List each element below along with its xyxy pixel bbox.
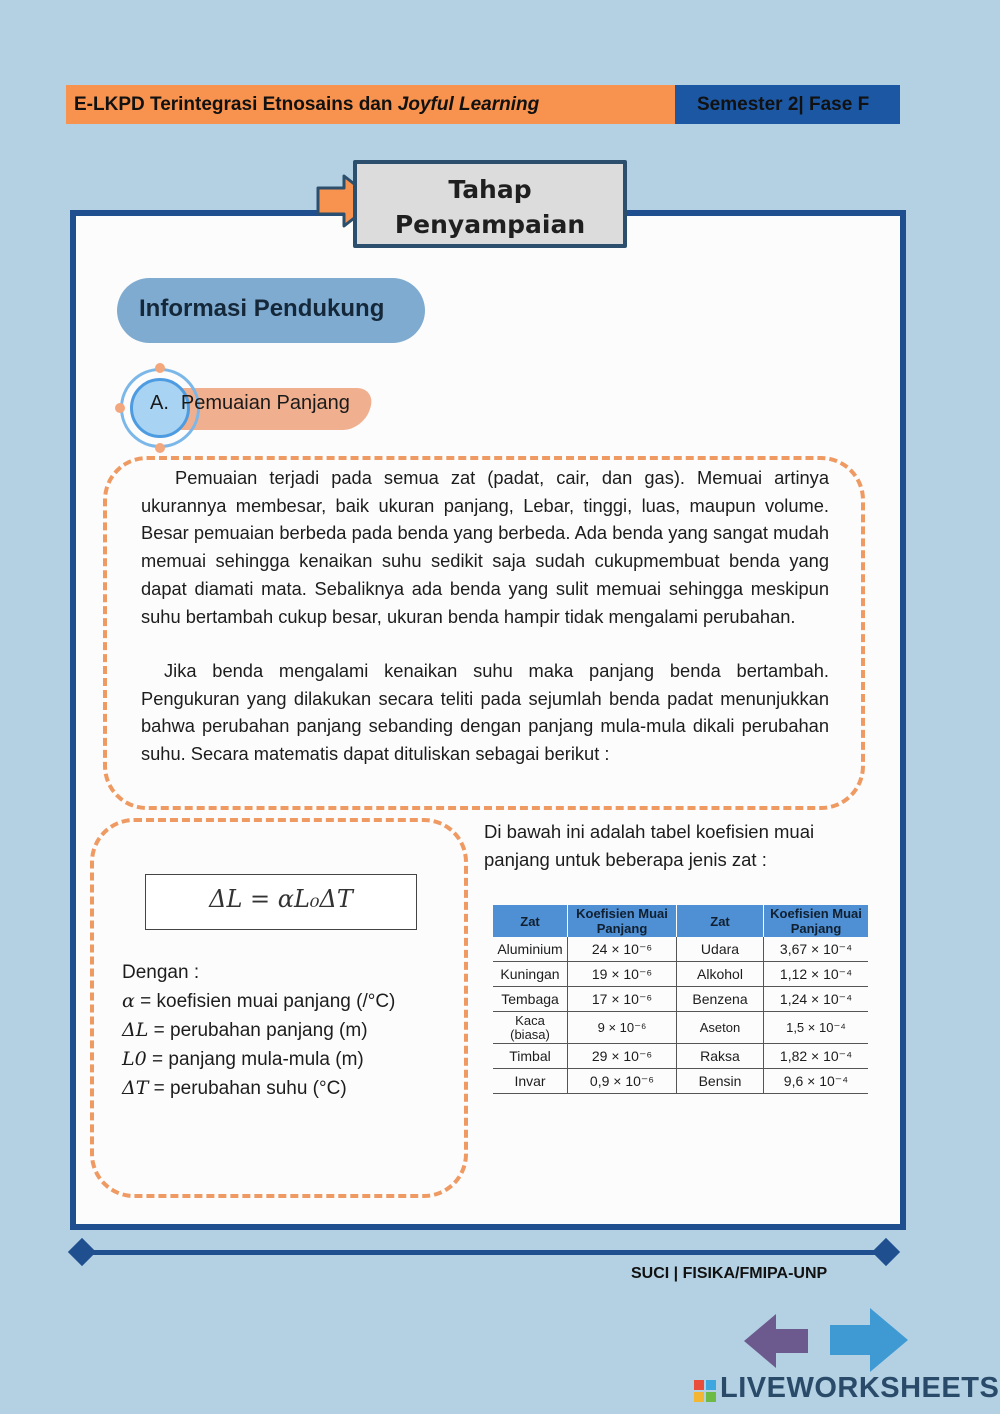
table-cell: 29 × 10⁻⁶ bbox=[568, 1044, 677, 1069]
definition-item bbox=[122, 987, 395, 1016]
definition-item bbox=[122, 1045, 395, 1074]
stage-title-line1: Tahap bbox=[448, 175, 532, 204]
table-row bbox=[493, 962, 868, 987]
table-cell: Kuningan bbox=[493, 962, 568, 987]
table-cell: Aseton bbox=[677, 1012, 764, 1044]
definition-symbol: ΔT bbox=[122, 1077, 149, 1099]
table-cell: Kaca (biasa) bbox=[493, 1012, 568, 1044]
liveworksheets-logo-icon bbox=[694, 1380, 716, 1402]
info-heading: Informasi Pendukung bbox=[139, 295, 385, 322]
table-cell: Timbal bbox=[493, 1044, 568, 1069]
table-cell: 17 × 10⁻⁶ bbox=[568, 987, 677, 1012]
header-title bbox=[74, 94, 539, 116]
info-heading-pill bbox=[117, 278, 425, 343]
table-header: Zat bbox=[677, 905, 764, 937]
table-row bbox=[493, 1044, 868, 1069]
table-cell: Udara bbox=[677, 937, 764, 962]
table-cell: 1,12 × 10⁻⁴ bbox=[764, 962, 869, 987]
semester-label: Semester 2| Fase F bbox=[697, 94, 870, 115]
brand-wordmark: LIVEWORKSHEETS bbox=[720, 1372, 1000, 1404]
table-header-row bbox=[493, 905, 868, 937]
prev-page-arrow-icon[interactable] bbox=[742, 1312, 810, 1370]
table-row bbox=[493, 937, 868, 962]
definition-item bbox=[122, 1016, 395, 1045]
decor-dot-icon bbox=[155, 443, 165, 453]
header-title-bar bbox=[66, 85, 675, 124]
table-row bbox=[493, 1069, 868, 1094]
stage-title bbox=[357, 172, 623, 242]
footer-credit: SUCI | FISIKA/FMIPA-UNP bbox=[631, 1265, 828, 1282]
definition-text: = perubahan panjang (m) bbox=[148, 1020, 368, 1041]
next-page-arrow-icon[interactable] bbox=[828, 1306, 910, 1374]
expansion-coefficient-table bbox=[493, 905, 868, 1094]
table-cell: 3,67 × 10⁻⁴ bbox=[764, 937, 869, 962]
diamond-icon bbox=[68, 1238, 96, 1266]
table-header: Koefisien Muai Panjang bbox=[568, 905, 677, 937]
table-cell: Benzena bbox=[677, 987, 764, 1012]
footer-divider bbox=[82, 1250, 886, 1255]
table-cell: 19 × 10⁻⁶ bbox=[568, 962, 677, 987]
table-cell: Invar bbox=[493, 1069, 568, 1094]
table-row bbox=[493, 987, 868, 1012]
diamond-icon bbox=[872, 1238, 900, 1266]
definition-symbol: α bbox=[122, 990, 135, 1012]
table-cell: Raksa bbox=[677, 1044, 764, 1069]
section-heading bbox=[150, 392, 362, 415]
table-header: Zat bbox=[493, 905, 568, 937]
decor-dot-icon bbox=[115, 403, 125, 413]
paragraph-2: Jika benda mengalami kenaikan suhu maka panjang benda bertambah. Pengukuran yang dilakukan secara teliti pada sejumlah benda padat menunjukkan bahwa perubahan panjang sebanding dengan panjang mula-mula dikali perubahan suhu. Secara matematis dapat dituliskan sebagai berikut : bbox=[141, 660, 829, 765]
table-cell: 1,5 × 10⁻⁴ bbox=[764, 1012, 869, 1044]
table-cell: Aluminium bbox=[493, 937, 568, 962]
definition-item bbox=[122, 1074, 395, 1103]
stage-title-line2: Penyampaian bbox=[394, 210, 586, 239]
table-cell: 24 × 10⁻⁶ bbox=[568, 937, 677, 962]
table-cell: 9 × 10⁻⁶ bbox=[568, 1012, 677, 1044]
section-title: Pemuaian Panjang bbox=[180, 392, 350, 414]
stage-box bbox=[353, 160, 627, 248]
paragraph-1: Pemuaian terjadi pada semua zat (padat, cair, dan gas). Memuai artinya ukurannya membesar, baik ukuran panjang, Lebar, tinggi, luas, maupun volume. Besar pemuaian berbeda pada benda yang berbeda. Ada benda yang sangat mudah memuai sehingga kenaikan suhu sedikit saja sudah cukupmembuat benda yang dapat diamati mata. Sebaliknya ada benda yang sulit memuai sehingga meskipun suhu bertambah cukup besar, ukuran benda hampir tidak mengalami perubahan. bbox=[141, 467, 829, 627]
table-intro: Di bawah ini adalah tabel koefisien muai panjang untuk beberapa jenis zat : bbox=[484, 821, 815, 870]
table-cell: 9,6 × 10⁻⁴ bbox=[764, 1069, 869, 1094]
table-row bbox=[493, 1012, 868, 1044]
definition-symbol: ΔL bbox=[122, 1019, 149, 1041]
table-cell: Tembaga bbox=[493, 987, 568, 1012]
table-cell: 1,82 × 10⁻⁴ bbox=[764, 1044, 869, 1069]
definition-text: = perubahan suhu (°C) bbox=[148, 1078, 347, 1099]
formula-box bbox=[145, 874, 417, 930]
header-semester-bar bbox=[675, 85, 900, 124]
table-cell: 1,24 × 10⁻⁴ bbox=[764, 987, 869, 1012]
definitions-intro: Dengan : bbox=[122, 962, 200, 983]
section-letter: A. bbox=[150, 392, 169, 414]
table-cell: 0,9 × 10⁻⁶ bbox=[568, 1069, 677, 1094]
table-cell: Bensin bbox=[677, 1069, 764, 1094]
table-header: Koefisien Muai Panjang bbox=[764, 905, 869, 937]
header-title-italic: Joyful Learning bbox=[397, 94, 540, 115]
definition-text: = panjang mula-mula (m) bbox=[146, 1049, 364, 1070]
decor-dot-icon bbox=[155, 363, 165, 373]
header-title-plain: E-LKPD Terintegrasi Etnosains dan bbox=[74, 94, 398, 115]
formula: ΔL = αL₀ΔT bbox=[209, 885, 353, 913]
definitions bbox=[122, 959, 395, 1103]
definition-symbol: L0 bbox=[122, 1048, 147, 1070]
table-cell: Alkohol bbox=[677, 962, 764, 987]
definition-text: = koefisien muai panjang (/°C) bbox=[134, 991, 396, 1012]
